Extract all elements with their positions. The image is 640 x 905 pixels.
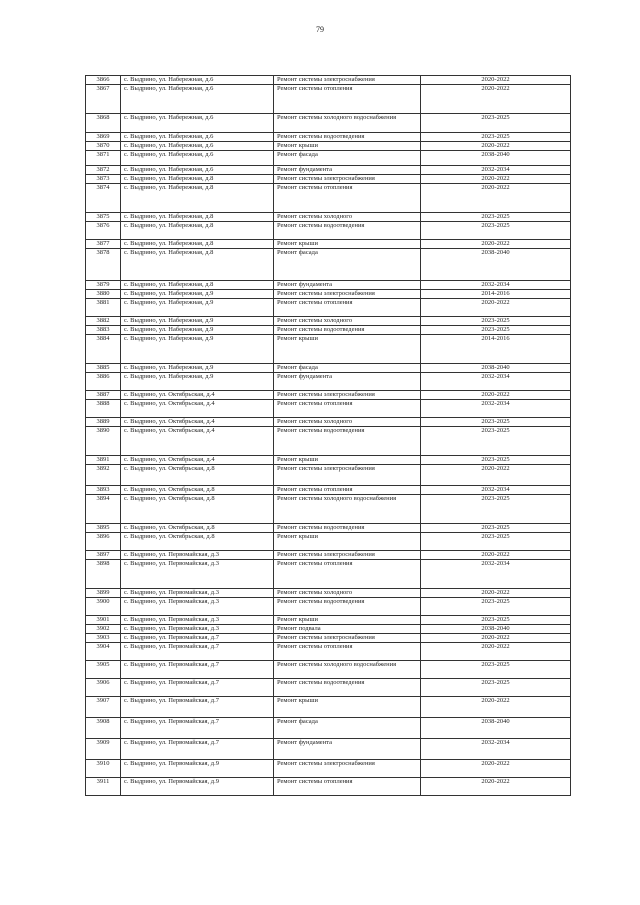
- row-number: 3904: [86, 643, 121, 661]
- row-number: 3896: [86, 533, 121, 551]
- row-period: 2020-2022: [421, 240, 571, 249]
- row-work-type: Ремонт крыши: [274, 456, 421, 465]
- table-row: [86, 524, 571, 533]
- table-row: [86, 533, 571, 551]
- table-row: [86, 427, 571, 456]
- row-number: 3898: [86, 560, 121, 589]
- row-number: 3892: [86, 465, 121, 486]
- row-period: 2032-2034: [421, 281, 571, 290]
- row-address: с. Выдрино, ул. Первомайская, д.7: [121, 739, 274, 760]
- row-address: с. Выдрино, ул. Первомайская, д.7: [121, 718, 274, 739]
- table-row: [86, 625, 571, 634]
- row-number: 3883: [86, 326, 121, 335]
- row-work-type: Ремонт системы водоотведения: [274, 427, 421, 456]
- row-address: с. Выдрино, ул. Первомайская, д.3: [121, 625, 274, 634]
- row-period: 2023-2025: [421, 114, 571, 133]
- row-number: 3905: [86, 661, 121, 679]
- row-number: 3877: [86, 240, 121, 249]
- row-work-type: Ремонт системы отопления: [274, 560, 421, 589]
- row-number: 3881: [86, 299, 121, 317]
- row-work-type: Ремонт системы отопления: [274, 184, 421, 213]
- row-work-type: Ремонт крыши: [274, 616, 421, 625]
- row-number: 3888: [86, 400, 121, 418]
- row-number: 3893: [86, 486, 121, 495]
- row-work-type: Ремонт системы отопления: [274, 778, 421, 796]
- row-number: 3872: [86, 166, 121, 175]
- row-work-type: Ремонт крыши: [274, 142, 421, 151]
- table-row: [86, 643, 571, 661]
- table-row: [86, 718, 571, 739]
- row-period: 2020-2022: [421, 142, 571, 151]
- row-work-type: Ремонт системы холодного: [274, 418, 421, 427]
- row-period: 2020-2022: [421, 589, 571, 598]
- row-period: 2023-2025: [421, 616, 571, 625]
- row-period: 2023-2025: [421, 533, 571, 551]
- row-work-type: Ремонт системы отопления: [274, 85, 421, 114]
- table-row: [86, 326, 571, 335]
- row-period: 2023-2025: [421, 418, 571, 427]
- row-period: 2023-2025: [421, 133, 571, 142]
- row-number: 3874: [86, 184, 121, 213]
- row-work-type: Ремонт системы холодного: [274, 317, 421, 326]
- row-work-type: Ремонт системы водоотведения: [274, 133, 421, 142]
- row-number: 3886: [86, 373, 121, 391]
- table-row: [86, 85, 571, 114]
- table-row: [86, 486, 571, 495]
- row-work-type: Ремонт фасада: [274, 249, 421, 281]
- row-period: 2020-2022: [421, 299, 571, 317]
- row-address: с. Выдрино, ул. Первомайская, д.3: [121, 589, 274, 598]
- row-work-type: Ремонт системы холодного водоснабжения: [274, 114, 421, 133]
- row-number: 3895: [86, 524, 121, 533]
- table-row: [86, 495, 571, 524]
- row-number: 3885: [86, 364, 121, 373]
- row-work-type: Ремонт подвала: [274, 625, 421, 634]
- row-work-type: Ремонт крыши: [274, 335, 421, 364]
- row-address: с. Выдрино, ул. Октябрьская, д.8: [121, 486, 274, 495]
- row-address: с. Выдрино, ул. Первомайская, д.7: [121, 643, 274, 661]
- row-work-type: Ремонт фундамента: [274, 166, 421, 175]
- row-address: с. Выдрино, ул. Октябрьская, д.4: [121, 400, 274, 418]
- row-number: 3907: [86, 697, 121, 718]
- row-work-type: Ремонт системы электроснабжения: [274, 290, 421, 299]
- row-work-type: Ремонт крыши: [274, 533, 421, 551]
- table-row: [86, 679, 571, 697]
- table-row: [86, 551, 571, 560]
- row-address: с. Выдрино, ул. Набережная, д.8: [121, 175, 274, 184]
- table-row: [86, 240, 571, 249]
- row-address: с. Выдрино, ул. Набережная, д.9: [121, 290, 274, 299]
- row-work-type: Ремонт фасада: [274, 718, 421, 739]
- row-work-type: Ремонт фундамента: [274, 281, 421, 290]
- row-address: с. Выдрино, ул. Октябрьская, д.4: [121, 456, 274, 465]
- table-row: [86, 616, 571, 625]
- table-row: [86, 335, 571, 364]
- row-work-type: Ремонт системы электроснабжения: [274, 465, 421, 486]
- row-period: 2023-2025: [421, 222, 571, 240]
- row-address: с. Выдрино, ул. Октябрьская, д.4: [121, 391, 274, 400]
- table-row: [86, 317, 571, 326]
- row-address: с. Выдрино, ул. Октябрьская, д.8: [121, 524, 274, 533]
- row-period: 2032-2034: [421, 400, 571, 418]
- row-address: с. Выдрино, ул. Набережная, д.6: [121, 114, 274, 133]
- row-address: с. Выдрино, ул. Набережная, д.6: [121, 85, 274, 114]
- row-number: 3911: [86, 778, 121, 796]
- row-number: 3879: [86, 281, 121, 290]
- row-address: с. Выдрино, ул. Первомайская, д.7: [121, 661, 274, 679]
- row-number: 3889: [86, 418, 121, 427]
- row-period: 2023-2025: [421, 427, 571, 456]
- row-period: 2023-2025: [421, 317, 571, 326]
- table-row: [86, 175, 571, 184]
- table-row: [86, 151, 571, 166]
- table-row: [86, 465, 571, 486]
- row-period: 2020-2022: [421, 760, 571, 778]
- row-work-type: Ремонт фундамента: [274, 373, 421, 391]
- row-period: 2020-2022: [421, 184, 571, 213]
- row-number: 3899: [86, 589, 121, 598]
- row-address: с. Выдрино, ул. Первомайская, д.7: [121, 679, 274, 697]
- row-address: с. Выдрино, ул. Набережная, д.9: [121, 299, 274, 317]
- row-period: 2032-2034: [421, 166, 571, 175]
- row-address: с. Выдрино, ул. Октябрьская, д.8: [121, 465, 274, 486]
- row-address: с. Выдрино, ул. Набережная, д.6: [121, 76, 274, 85]
- row-number: 3880: [86, 290, 121, 299]
- table-row: [86, 634, 571, 643]
- row-work-type: Ремонт системы электроснабжения: [274, 634, 421, 643]
- row-period: 2038-2040: [421, 151, 571, 166]
- row-period: 2038-2040: [421, 364, 571, 373]
- table-row: [86, 589, 571, 598]
- row-period: 2020-2022: [421, 76, 571, 85]
- row-period: 2023-2025: [421, 679, 571, 697]
- row-number: 3906: [86, 679, 121, 697]
- row-address: с. Выдрино, ул. Набережная, д.8: [121, 281, 274, 290]
- row-period: 2023-2025: [421, 598, 571, 616]
- row-work-type: Ремонт системы холодного водоснабжения: [274, 495, 421, 524]
- table-row: [86, 456, 571, 465]
- row-address: с. Выдрино, ул. Набережная, д.8: [121, 213, 274, 222]
- row-period: 2020-2022: [421, 643, 571, 661]
- row-period: 2020-2022: [421, 85, 571, 114]
- row-address: с. Выдрино, ул. Набережная, д.8: [121, 222, 274, 240]
- row-address: с. Выдрино, ул. Первомайская, д.7: [121, 697, 274, 718]
- table-row: [86, 364, 571, 373]
- row-work-type: Ремонт системы холодного: [274, 213, 421, 222]
- row-period: 2032-2034: [421, 739, 571, 760]
- row-work-type: Ремонт системы электроснабжения: [274, 551, 421, 560]
- row-number: 3902: [86, 625, 121, 634]
- row-address: с. Выдрино, ул. Набережная, д.6: [121, 133, 274, 142]
- row-work-type: Ремонт крыши: [274, 240, 421, 249]
- row-address: с. Выдрино, ул. Набережная, д.9: [121, 326, 274, 335]
- row-number: 3866: [86, 76, 121, 85]
- table-body: [86, 76, 571, 796]
- row-work-type: Ремонт системы электроснабжения: [274, 391, 421, 400]
- row-period: 2023-2025: [421, 456, 571, 465]
- table-row: [86, 760, 571, 778]
- row-work-type: Ремонт системы отопления: [274, 400, 421, 418]
- row-period: 2032-2034: [421, 373, 571, 391]
- row-work-type: Ремонт системы водоотведения: [274, 326, 421, 335]
- table-row: [86, 400, 571, 418]
- row-work-type: Ремонт системы водоотведения: [274, 222, 421, 240]
- row-work-type: Ремонт системы электроснабжения: [274, 760, 421, 778]
- row-work-type: Ремонт системы отопления: [274, 299, 421, 317]
- row-work-type: Ремонт системы холодного водоснабжения: [274, 661, 421, 679]
- row-work-type: Ремонт фасада: [274, 151, 421, 166]
- table-row: [86, 418, 571, 427]
- row-period: 2020-2022: [421, 697, 571, 718]
- row-address: с. Выдрино, ул. Набережная, д.6: [121, 142, 274, 151]
- row-address: с. Выдрино, ул. Октябрьская, д.8: [121, 495, 274, 524]
- row-number: 3870: [86, 142, 121, 151]
- table-row: [86, 778, 571, 796]
- row-period: 2023-2025: [421, 326, 571, 335]
- row-period: 2023-2025: [421, 213, 571, 222]
- table-row: [86, 290, 571, 299]
- row-work-type: Ремонт системы отопления: [274, 643, 421, 661]
- row-work-type: Ремонт системы водоотведения: [274, 598, 421, 616]
- row-work-type: Ремонт системы электроснабжения: [274, 175, 421, 184]
- row-number: 3882: [86, 317, 121, 326]
- row-address: с. Выдрино, ул. Набережная, д.6: [121, 151, 274, 166]
- row-address: с. Выдрино, ул. Первомайская, д.3: [121, 598, 274, 616]
- row-address: с. Выдрино, ул. Первомайская, д.3: [121, 616, 274, 625]
- table-row: [86, 249, 571, 281]
- row-address: с. Выдрино, ул. Набережная, д.9: [121, 364, 274, 373]
- row-number: 3884: [86, 335, 121, 364]
- row-address: с. Выдрино, ул. Набережная, д.8: [121, 184, 274, 213]
- row-period: 2020-2022: [421, 391, 571, 400]
- row-address: с. Выдрино, ул. Первомайская, д.9: [121, 760, 274, 778]
- row-number: 3891: [86, 456, 121, 465]
- row-period: 2020-2022: [421, 465, 571, 486]
- row-address: с. Выдрино, ул. Набережная, д.8: [121, 240, 274, 249]
- row-period: 2020-2022: [421, 778, 571, 796]
- row-number: 3910: [86, 760, 121, 778]
- row-number: 3873: [86, 175, 121, 184]
- row-number: 3890: [86, 427, 121, 456]
- row-address: с. Выдрино, ул. Набережная, д.9: [121, 317, 274, 326]
- row-address: с. Выдрино, ул. Первомайская, д.9: [121, 778, 274, 796]
- row-number: 3901: [86, 616, 121, 625]
- row-period: 2020-2022: [421, 175, 571, 184]
- row-address: с. Выдрино, ул. Первомайская, д.3: [121, 560, 274, 589]
- row-work-type: Ремонт системы водоотведения: [274, 524, 421, 533]
- table-row: [86, 281, 571, 290]
- row-period: 2032-2034: [421, 486, 571, 495]
- row-period: 2038-2040: [421, 718, 571, 739]
- table-row: [86, 560, 571, 589]
- row-period: 2014-2016: [421, 335, 571, 364]
- table-row: [86, 391, 571, 400]
- table-row: [86, 661, 571, 679]
- table-row: [86, 142, 571, 151]
- table-row: [86, 166, 571, 175]
- row-address: с. Выдрино, ул. Набережная, д.8: [121, 249, 274, 281]
- table-row: [86, 76, 571, 85]
- table-row: [86, 184, 571, 213]
- row-work-type: Ремонт фасада: [274, 364, 421, 373]
- table-row: [86, 739, 571, 760]
- row-work-type: Ремонт системы отопления: [274, 486, 421, 495]
- row-number: 3875: [86, 213, 121, 222]
- row-number: 3897: [86, 551, 121, 560]
- table-row: [86, 222, 571, 240]
- row-period: 2020-2022: [421, 634, 571, 643]
- row-address: с. Выдрино, ул. Набережная, д.9: [121, 335, 274, 364]
- row-work-type: Ремонт системы холодного: [274, 589, 421, 598]
- row-address: с. Выдрино, ул. Октябрьская, д.4: [121, 427, 274, 456]
- table-row: [86, 213, 571, 222]
- row-period: 2023-2025: [421, 524, 571, 533]
- row-work-type: Ремонт фундамента: [274, 739, 421, 760]
- row-address: с. Выдрино, ул. Набережная, д.6: [121, 166, 274, 175]
- row-number: 3908: [86, 718, 121, 739]
- row-number: 3876: [86, 222, 121, 240]
- row-period: 2020-2022: [421, 551, 571, 560]
- row-number: 3878: [86, 249, 121, 281]
- row-number: 3871: [86, 151, 121, 166]
- row-period: 2023-2025: [421, 661, 571, 679]
- table-row: [86, 697, 571, 718]
- row-address: с. Выдрино, ул. Первомайская, д.7: [121, 634, 274, 643]
- page-number: 79: [316, 25, 324, 34]
- table-row: [86, 133, 571, 142]
- row-number: 3909: [86, 739, 121, 760]
- row-work-type: Ремонт крыши: [274, 697, 421, 718]
- row-period: 2032-2034: [421, 560, 571, 589]
- table-row: [86, 598, 571, 616]
- table-row: [86, 114, 571, 133]
- row-address: с. Выдрино, ул. Октябрьская, д.8: [121, 533, 274, 551]
- row-period: 2038-2040: [421, 625, 571, 634]
- row-address: с. Выдрино, ул. Первомайская, д.3: [121, 551, 274, 560]
- row-period: 2038-2040: [421, 249, 571, 281]
- row-address: с. Выдрино, ул. Набережная, д.9: [121, 373, 274, 391]
- row-number: 3894: [86, 495, 121, 524]
- row-number: 3887: [86, 391, 121, 400]
- row-work-type: Ремонт системы электроснабжения: [274, 76, 421, 85]
- row-number: 3867: [86, 85, 121, 114]
- table-row: [86, 373, 571, 391]
- row-work-type: Ремонт системы водоотведения: [274, 679, 421, 697]
- row-number: 3869: [86, 133, 121, 142]
- row-period: 2014-2016: [421, 290, 571, 299]
- row-address: с. Выдрино, ул. Октябрьская, д.4: [121, 418, 274, 427]
- repair-schedule-table: [85, 75, 571, 796]
- table-row: [86, 299, 571, 317]
- row-period: 2023-2025: [421, 495, 571, 524]
- row-number: 3903: [86, 634, 121, 643]
- row-number: 3868: [86, 114, 121, 133]
- row-number: 3900: [86, 598, 121, 616]
